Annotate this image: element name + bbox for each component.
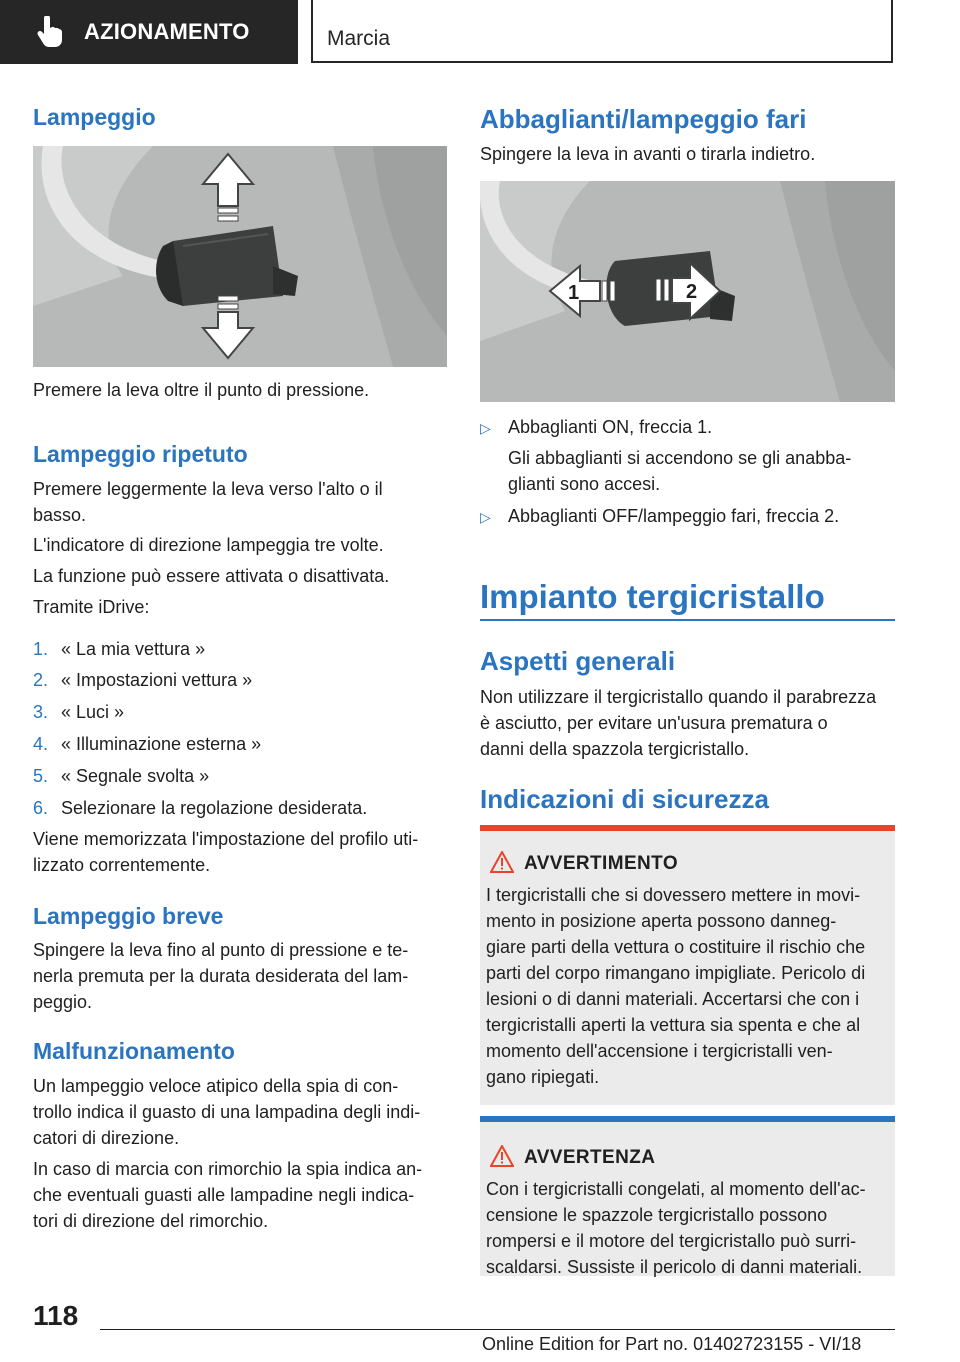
section-rule (480, 619, 895, 621)
triangle-bullet-icon: ▷ (480, 509, 491, 525)
caution-line-4: scaldarsi. Sussiste il pericolo di danni materiali. (486, 1257, 863, 1277)
malf-line-3: catori di direzione. (33, 1128, 180, 1148)
caution-triangle-icon (490, 1145, 514, 1167)
warning-line-2: mento in posizione aperta possono danneg- (486, 911, 837, 931)
breve-line-1: Spingere la leva fino al punto di pressione e te- (33, 940, 409, 960)
malf-line-4: In caso di marcia con rimorchio la spia indica an- (33, 1159, 423, 1179)
malf-line-6: tori di direzione del rimorchio. (33, 1211, 269, 1231)
warning-bar (480, 825, 895, 831)
lever-illustration (33, 146, 447, 367)
caution-line-2: censione le spazzole tergicristallo possono (486, 1205, 828, 1225)
step-2: 2. « Impostazioni vettura » (33, 670, 253, 690)
aspetti-line-2: è asciutto, per evitare un'usura prematura o (480, 713, 828, 733)
warning-line-6: tergicristalli aperti la vettura sia spenta e che al (486, 1015, 861, 1035)
step-4: 4. « Illuminazione esterna » (33, 734, 262, 754)
caution-bar (480, 1116, 895, 1122)
triangle-bullet-icon: ▷ (480, 420, 491, 436)
hand-pointer-icon (36, 16, 64, 48)
heading-lampeggio-breve: Lampeggio breve (33, 903, 224, 929)
breve-line-3: peggio. (33, 992, 93, 1012)
page-number: 118 (33, 1300, 79, 1331)
chapter-label: Marcia (327, 27, 391, 50)
heading-lampeggio: Lampeggio (33, 104, 156, 130)
warning-line-7: momento dell'accensione i tergicristalli ven- (486, 1041, 833, 1061)
ripetuto-text-2: L'indicatore di direzione lampeggia tre volte. (33, 535, 384, 555)
heading-indicazioni-sicurezza: Indicazioni di sicurezza (480, 784, 769, 814)
fig2-label-2: 2 (686, 281, 698, 303)
memo-line-2: lizzato correntemente. (33, 855, 211, 875)
heading-aspetti-generali: Aspetti generali (480, 646, 676, 676)
ripetuto-text-4: Tramite iDrive: (33, 597, 150, 617)
warning-line-4: parti del corpo rimangano impigliate. Pericolo di (486, 963, 866, 983)
section-tab (0, 0, 298, 64)
warning-line-1: I tergicristalli che si dovessero mettere in movi- (486, 885, 861, 905)
heading-malfunzionamento: Malfunzionamento (33, 1038, 235, 1064)
step-3: 3. « Luci » (33, 702, 125, 722)
bullet1-sub-1: Gli abbaglianti si accendono se gli anabba- (508, 448, 852, 468)
lever-fwd-illustration (480, 181, 895, 402)
figure-lever-up-down (33, 146, 447, 367)
heading-impianto-tergicristallo: Impianto tergicristallo (480, 578, 825, 615)
caution-line-1: Con i tergicristalli congelati, al momento dell'ac- (486, 1179, 866, 1199)
step-1: 1. « La mia vettura » (33, 639, 206, 659)
caution-line-3: rompersi e il motore del tergicristallo può surri- (486, 1231, 857, 1251)
heading-lampeggio-ripetuto: Lampeggio ripetuto (33, 441, 248, 467)
malf-line-5: che eventuali guasti alle lampadine negli indica- (33, 1185, 415, 1205)
warning-line-8: gano ripiegati. (486, 1067, 600, 1087)
abbaglianti-intro: Spingere la leva in avanti o tirarla indietro. (480, 144, 816, 164)
aspetti-line-1: Non utilizzare il tergicristallo quando il parabrezza (480, 687, 877, 707)
step-6: 6. Selezionare la regolazione desiderata. (33, 798, 368, 818)
footer-edition: Online Edition for Part no. 01402723155 - VI/18 (482, 1334, 862, 1354)
heading-abbaglianti: Abbaglianti/lampeggio fari (480, 104, 807, 134)
aspetti-line-3: danni della spazzola tergicristallo. (480, 739, 750, 759)
caution-title: AVVERTENZA (524, 1147, 656, 1168)
section-label: AZIONAMENTO (84, 19, 250, 44)
malf-line-1: Un lampeggio veloce atipico della spia di con- (33, 1076, 399, 1096)
memo-line-1: Viene memorizzata l'impostazione del profilo uti- (33, 829, 419, 849)
bullet1-sub-2: glianti sono accesi. (508, 474, 661, 494)
bullet-abbaglianti-off: ▷ Abbaglianti OFF/lampeggio fari, freccia 2. (480, 503, 839, 530)
footer-rule (100, 1329, 895, 1330)
warning-line-5: lesioni o di danni materiali. Accertarsi che con i (486, 989, 860, 1009)
bullet-abbaglianti-on: ▷ Abbaglianti ON, freccia 1. (480, 414, 712, 441)
caution-box (480, 1116, 895, 1276)
breve-line-2: nerla premuta per la durata desiderata del lam- (33, 966, 409, 986)
warning-line-3: giare parti della vettura o costituire il rischio che (486, 937, 866, 957)
warning-box (480, 825, 895, 1105)
fig1-caption: Premere la leva oltre il punto di pressione. (33, 380, 370, 400)
malf-line-2: trollo indica il guasto di una lampadina degli indi- (33, 1102, 421, 1122)
ripetuto-text-3: La funzione può essere attivata o disattivata. (33, 566, 390, 586)
ripetuto-text-1: Premere leggermente la leva verso l'alto o il basso. (33, 479, 383, 525)
figure-lever-forward-back (480, 181, 895, 402)
fig2-label-1: 1 (568, 282, 580, 304)
warning-triangle-icon (490, 851, 514, 873)
chapter-tab (311, 0, 893, 63)
step-5: 5. « Segnale svolta » (33, 766, 210, 786)
warning-title: AVVERTIMENTO (524, 853, 678, 874)
